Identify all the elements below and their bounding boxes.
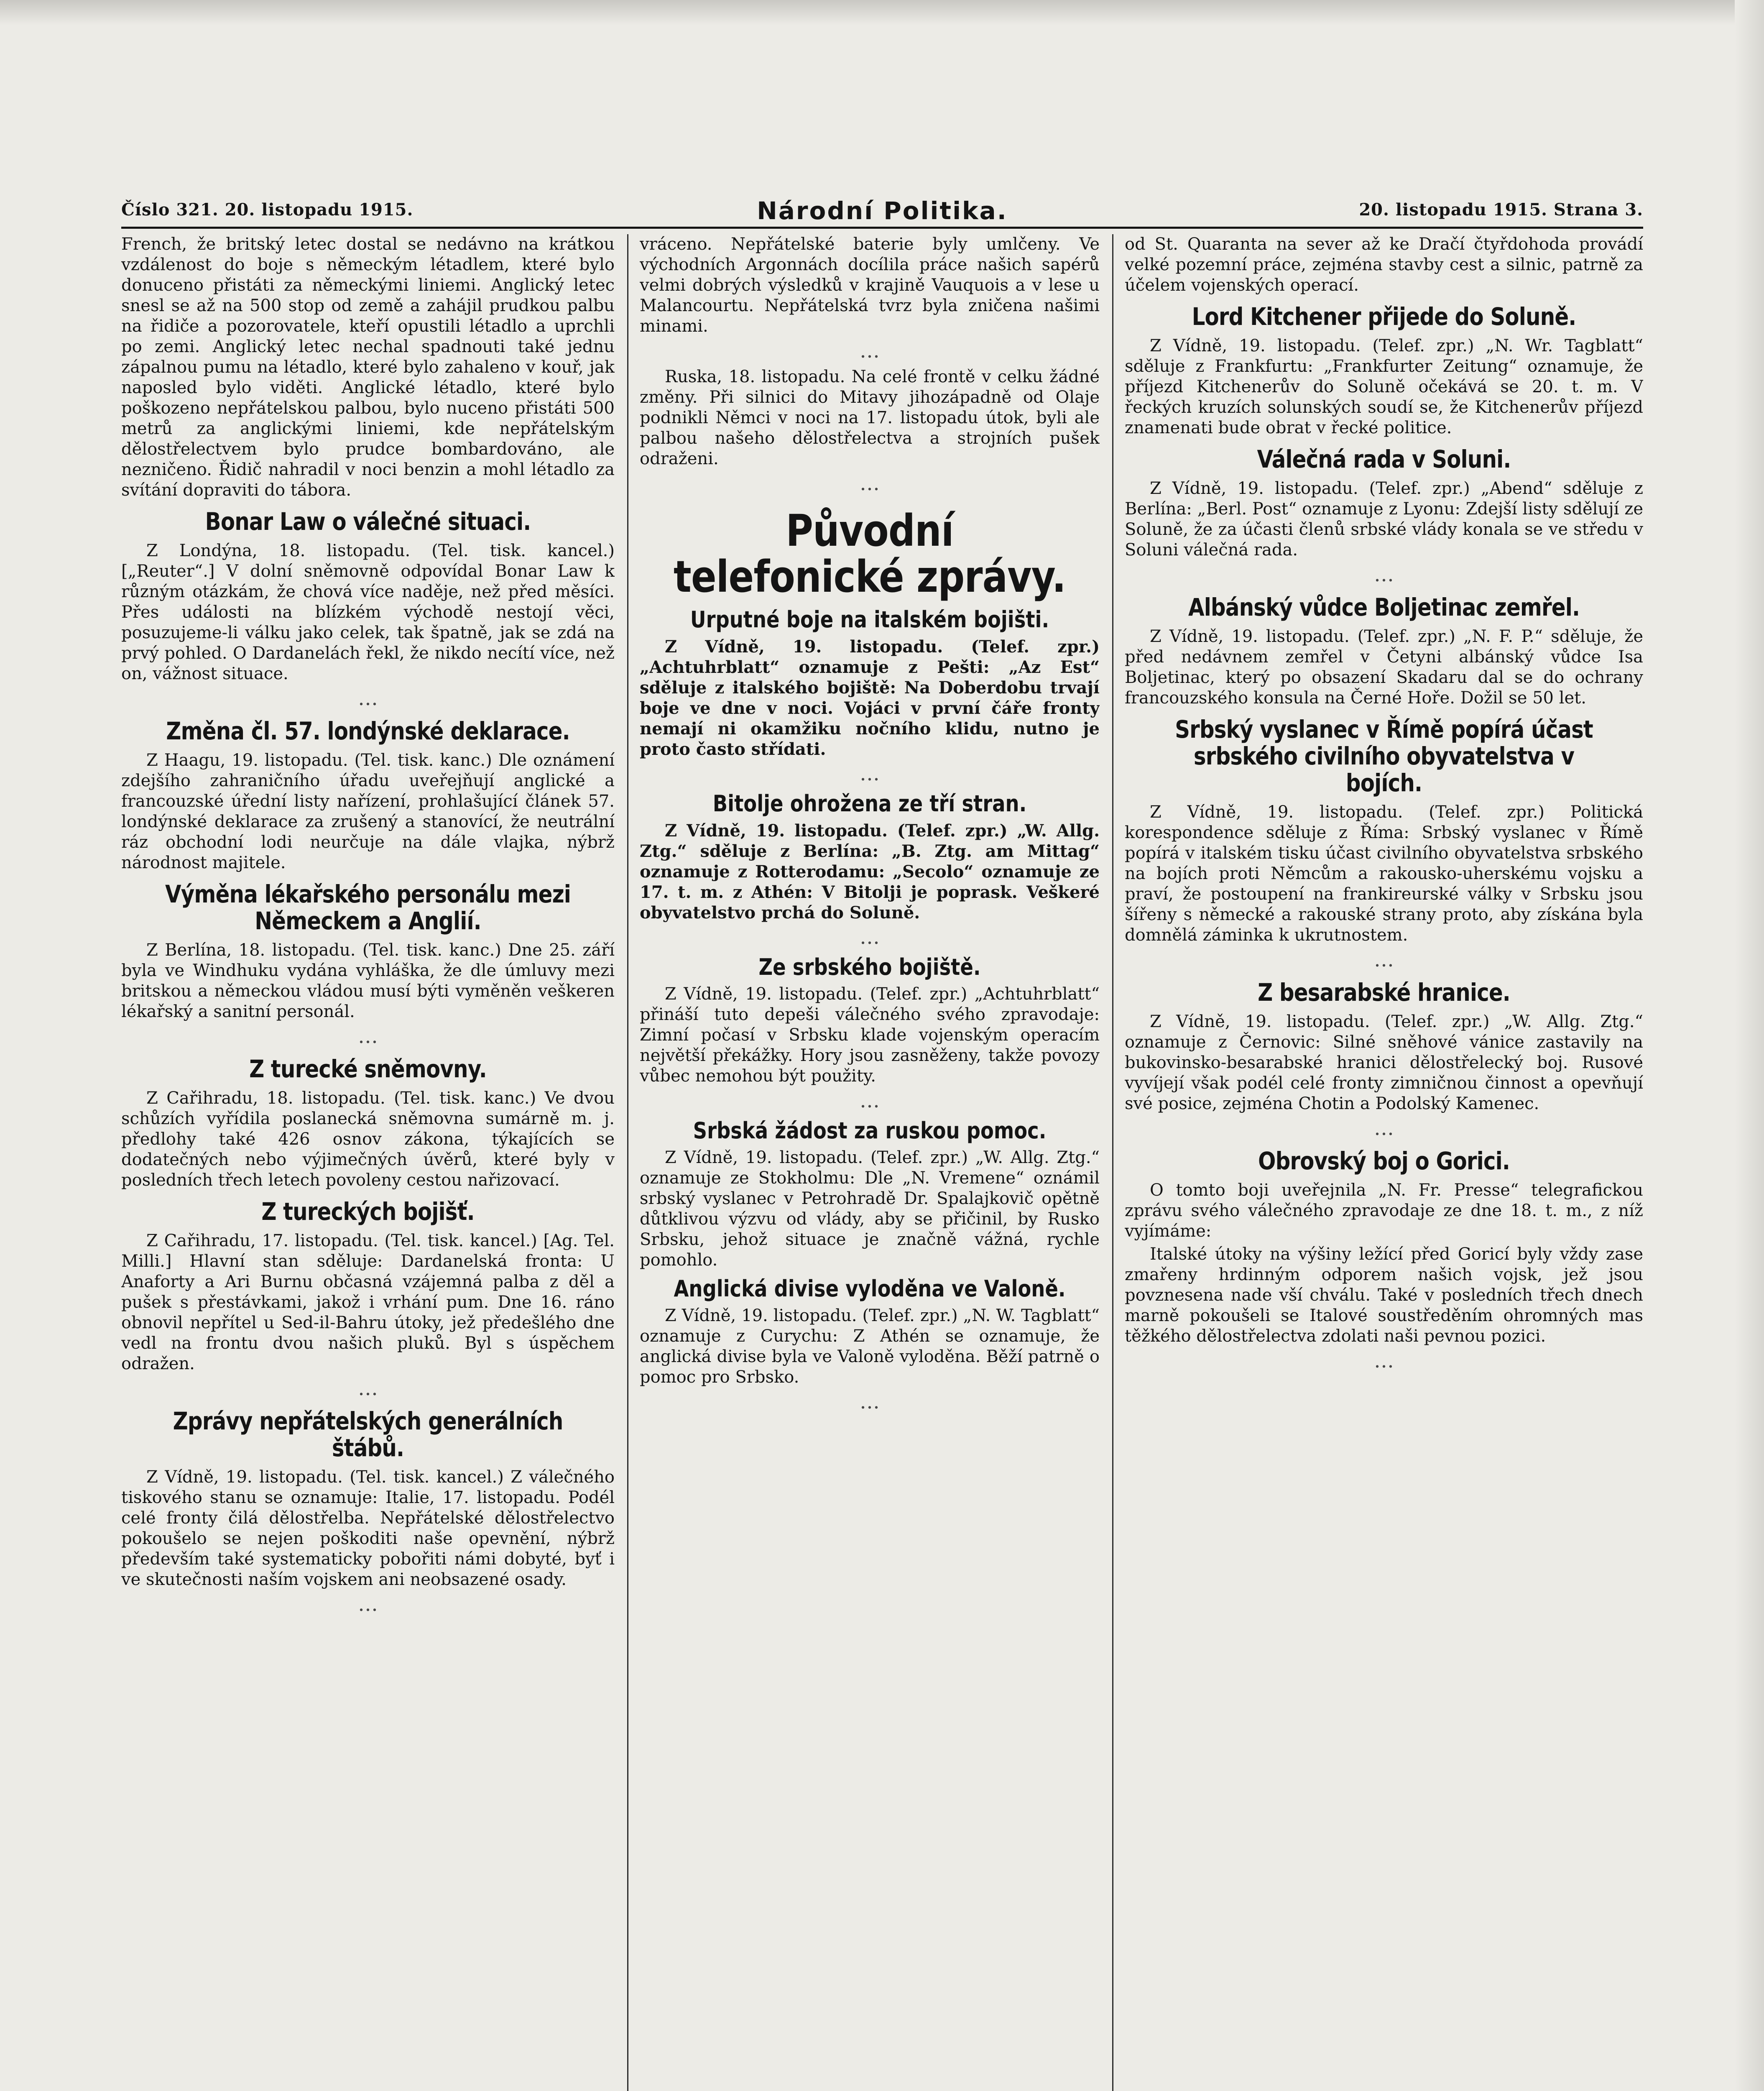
article-body: Z Cařihradu, 17. listopadu. (Tel. tisk. kancel.) [Ag. Tel. Milli.] Hlavní stan sděluje: Dardanelská fronta: U Anaforty a Ari Burnu občasná vzájemná palba z děl a pušek s přestávkami, jakož i vrhání pum. Dne 16. ráno obnovil nepřítel u Sed-il-Bahru útoky, jež předešlého dne vedl na frontu dvou našich pluků. Byl s úspěchem odražen. (121, 1231, 615, 1373)
headline: Z tureckých bojišť. (261, 1197, 475, 1226)
article-body: Z Londýna, 18. listopadu. (Tel. tisk. kancel.) [„Reuter“.] V dolní sněmovně odpovídal Bonar Law k různým otázkám, že chová více naděje, než před měsíci. Přes události na blízkém východě nestojí věci, posuzujeme-li válku jako celek, tak špatně, jak se zdá na prvý pohled. O Dardanelách řekl, že nikdo necítí více, než on, vážnost situace. (121, 541, 615, 683)
article-body: Z Vídně, 19. listopadu. (Telef. zpr.) „Achtuhrblatt“ přináší tuto depeši válečného svého zpravodaje: Zimní počasí v Srbsku klade vojenským operacím největší překážky. Hory jsou zasněženy, takže povozy vůbec nemohou být použity. (640, 984, 1100, 1086)
headline: Obrovský boj o Gorici. (1258, 1147, 1510, 1175)
headline: Ze srbského bojiště. (758, 954, 981, 980)
masthead-rule (121, 227, 1643, 229)
article-body: Z Vídně, 19. listopadu. (Telef. zpr.) Politická korespondence sděluje z Říma: Srbský vyslanec v Římě popírá v italském tisku účast civilního obyvatelstva srbského na bojích proti Němcům a rakousko-uherskému vojsku a praví, že postoupení na frankireurské války v Srbsku jsou šířeny s německé a rakouské strany proto, aby získána byla domnělá záminka k ukrutnostem. (1125, 803, 1643, 945)
headline: Srbský vyslanec v Římě popírá účast srbského civilního obyvatelstva v bojích. (1175, 715, 1593, 797)
omitted-text-marker: … (860, 925, 880, 949)
headline: Z besarabské hranice. (1258, 978, 1510, 1007)
headline: Anglická divise vyloděna ve Valoně. (674, 1276, 1066, 1302)
omitted-text-marker: … (1374, 563, 1394, 586)
omitted-text-marker: … (358, 1377, 378, 1400)
headline: Změna čl. 57. londýnské deklarace. (166, 717, 570, 745)
column-divider (1112, 234, 1113, 2091)
headline: Válečná rada v Soluni. (1257, 445, 1511, 473)
omitted-text-marker: … (860, 762, 880, 785)
headline: Bonar Law o válečné situaci. (205, 507, 531, 536)
scan-right-edge (1735, 0, 1764, 2091)
issue-number-date: Číslo 321. 20. listopadu 1915. (121, 200, 414, 220)
article-body: Z Vídně, 19. listopadu. (Telef. zpr.) „W. Allg. Ztg.“ oznamuje ze Stokholmu: Dle „N. Vremene“ oznámil srbský vyslanec v Petrohradě Dr. Spalajkovič opětně důtklivou výzvu od vlády, aby se přičinil, by Rusko Srbsku, jehož situace je značně vážná, rychle pomohlo. (640, 1148, 1100, 1270)
headline: Srbská žádost za ruskou pomoc. (693, 1117, 1047, 1144)
column-left (121, 234, 615, 2091)
article-body: Z Vídně, 19. listopadu. (Telef. zpr.) „N. F. P.“ sděluje, že před nedávnem zemřel v Četyni albánský vůdce Isa Boljetinac, který po obsazení Skadaru dal se do ochrany francouzského konsula na Černé Hoře. Dožil se 50 let. (1125, 627, 1643, 708)
omitted-text-marker: … (1374, 1349, 1394, 1373)
article-body: Z Vídně, 19. listopadu. (Telef. zpr.) „W. Allg. Ztg.“ oznamuje z Černovic: Silné sněhové vánice zastavily na bukovinsko-besarabské hranici dělostřelecký boj. Rusové vyvíjejí však podél celé fronty zimničnou činnost a opevňují své posice, zejména Chotin a Podolský Kamenec. (1125, 1012, 1643, 1113)
article-body: Z Haagu, 19. listopadu. (Tel. tisk. kanc.) Dle oznámení zdejšího zahraničního úřadu uveřejňují anglické a francouzské úřední listy nařízení, prohlašující článek 57. londýnské deklarace za zrušený a stanovící, že neutrální ráz obchodní lodi neurčuje na dále vlajka, nýbrž národnost majitele. (121, 751, 615, 872)
omitted-text-marker: … (860, 1390, 880, 1414)
article-body: Z Vídně, 19. listopadu. (Telef. zpr.) „Abend“ sděluje z Berlína: „Berl. Post“ oznamuje z Lyonu: Zdejší listy sdělují ze Soluně, že za účasti členů srbské vlády konala se ve středu v Soluni válečná rada. (1125, 479, 1643, 560)
page-date-number: 20. listopadu 1915. Strana 3. (1359, 200, 1643, 220)
article-body: Z Vídně, 19. listopadu. (Telef. zpr.) „Achtuhrblatt“ oznamuje z Pešti: „Az Est“ sděluje z italského bojiště: Na Doberdobu trvají boje ve dne v noci. Vojáci v první čáře fronty nemají ni okamžiku nočního klidu, nutno je proto často střídati. (640, 637, 1100, 759)
headline: Výměna lékařského personálu mezi Německem a Anglií. (165, 880, 571, 935)
omitted-text-marker: … (860, 472, 880, 495)
headline: Albánský vůdce Boljetinac zemřel. (1188, 593, 1580, 621)
headline: Urputné boje na italském bojišti. (690, 606, 1049, 633)
article-continuation: vráceno. Nepřátelské baterie byly umlčeny. Ve východních Argonnách docílila práce našich sapérů velmi dobrých výsledků v krajině Vauquois a v lese u Malancourtu. Nepřátelská tvrz byla zničena našimi minami. (640, 235, 1100, 336)
article-continuation: French, že britský letec dostal se nedávno na krátkou vzdálenost do boje s německým létadlem, které bylo donuceno přistáti za německými liniemi. Anglický letec snesl se až na 500 stop od země a zahájil prudkou palbu na řidiče a pozorovatele, kteří opustili létadlo a uprchli po zemi. Anglický letec nechal spadnouti také jednu zápalnou pumu na létadlo, které bylo zahaleno v kouř, jak naposled bylo viděti. Anglické létadlo, které bylo poškozeno nepřátelskou palbou, bylo nuceno přistáti 500 metrů za anglickými liniemi, kde nepřátelským dělostřelectvem bylo prudce bombardováno, ale nezničeno. Řidič nahradil v noci benzin a mohl létadlo za svítání dopraviti do tábora. (121, 235, 615, 500)
omitted-text-marker: … (358, 687, 378, 710)
article-body: Z Cařihradu, 18. listopadu. (Tel. tisk. kanc.) Ve dvou schůzích vyřídila poslanecká sněmovna sumárně m. j. předlohy také 426 osnov zákona, týkajících se dodatečných nebo výjimečných úvěrů, které byly v posledních třech letech povoleny cestou nařizovací. (121, 1089, 615, 1190)
omitted-text-marker: … (860, 1089, 880, 1112)
omitted-text-marker: … (1374, 948, 1394, 971)
newspaper-title: Národní Politika. (757, 197, 1008, 225)
article-body: O tomto boji uveřejnila „N. Fr. Presse“ telegrafickou zprávu svého válečného zpravodaje ze dne 18. t. m., z níž vyjímáme: (1125, 1181, 1643, 1241)
headline: Zprávy nepřátelských generálních štábů. (173, 1407, 563, 1462)
article-body: Z Vídně, 19. listopadu. (Tel. tisk. kancel.) Z válečného tiskového stanu se oznamuje: Italie, 17. listopadu. Podél celé fronty čilá dělostřelba. Nepřátelské dělostřelectvo pokoušelo se nejen poškoditi naše opevnění, nýbrž především také systematicky pobořiti námi dobyté, byť i ve skutečnosti naším vojskem ani neobsazené osady. (121, 1467, 615, 1589)
article-body: Italské útoky na výšiny ležící před Goricí byly vždy zase zmařeny hrdinným odporem našich vojsk, jež jsou povznesena nade vší chválu. Také v posledních třech dnech marně pokoušeli se Italové soustředěním ohromných mas těžkého dělostřelectva zdolati naši pevnou pozici. (1125, 1245, 1643, 1346)
article-body: Z Vídně, 19. listopadu. (Telef. zpr.) „N. W. Tagblatt“ oznamuje z Curychu: Z Athén se oznamuje, že anglická divise byla ve Valoně vyloděna. Běží patrně o pomoc pro Srbsko. (640, 1306, 1100, 1387)
column-middle (640, 234, 1100, 2091)
article-continuation: od St. Quaranta na sever až ke Dračí čtyřdohoda provádí velké pozemní práce, zejména stavby cest a silnic, patrně za účelem vojenských operací. (1125, 235, 1643, 295)
article-body: Z Vídně, 19. listopadu. (Telef. zpr.) „N. Wr. Tagblatt“ sděluje z Frankfurtu: „Frankfurter Zeitung“ oznamuje, že příjezd Kitchenerův do Soluně očekává se 20. t. m. V řeckých kruzích solunských soudí se, že Kitchenerův příjezd znamenati bude obrat v řecké politice. (1125, 336, 1643, 437)
headline: Bitolje ohrožena ze tří stran. (712, 790, 1027, 817)
headline: Lord Kitchener přijede do Soluně. (1192, 302, 1576, 331)
omitted-text-marker: … (358, 1025, 378, 1048)
scan-top-edge (0, 0, 1764, 25)
omitted-text-marker: … (860, 339, 880, 363)
omitted-text-marker: … (1374, 1117, 1394, 1140)
column-right (1125, 234, 1643, 2091)
article-body: Z Berlína, 18. listopadu. (Tel. tisk. kanc.) Dne 25. září byla ve Windhuku vydána vyhláška, že dle úmluvy mezi britskou a německou vládou musí býti vyměněn veškeren lékařský a sanitní personál. (121, 941, 615, 1021)
article-body: Z Vídně, 19. listopadu. (Telef. zpr.) „W. Allg. Ztg.“ sděluje z Berlína: „B. Ztg. am Mittag“ oznamuje z Rotterodamu: „Secolo“ oznamuje ze 17. t. m. z Athén: V Bitolji je poprask. Veškeré obyvatelstvo prchá do Soluně. (640, 821, 1100, 923)
masthead (121, 197, 1643, 229)
article-body: Ruska, 18. listopadu. Na celé frontě v celku žádné změny. Při silnici do Mitavy jihozápadně od Olaje podnikli Němci v noci na 17. listopadu útok, byli ale palbou našeho dělostřelectva a strojních pušek odraženi. (640, 367, 1100, 468)
headline: Z turecké sněmovny. (249, 1055, 487, 1083)
column-divider (627, 234, 628, 2091)
section-heading: Původní telefonické zprávy. (674, 505, 1066, 602)
omitted-text-marker: … (358, 1593, 378, 1616)
